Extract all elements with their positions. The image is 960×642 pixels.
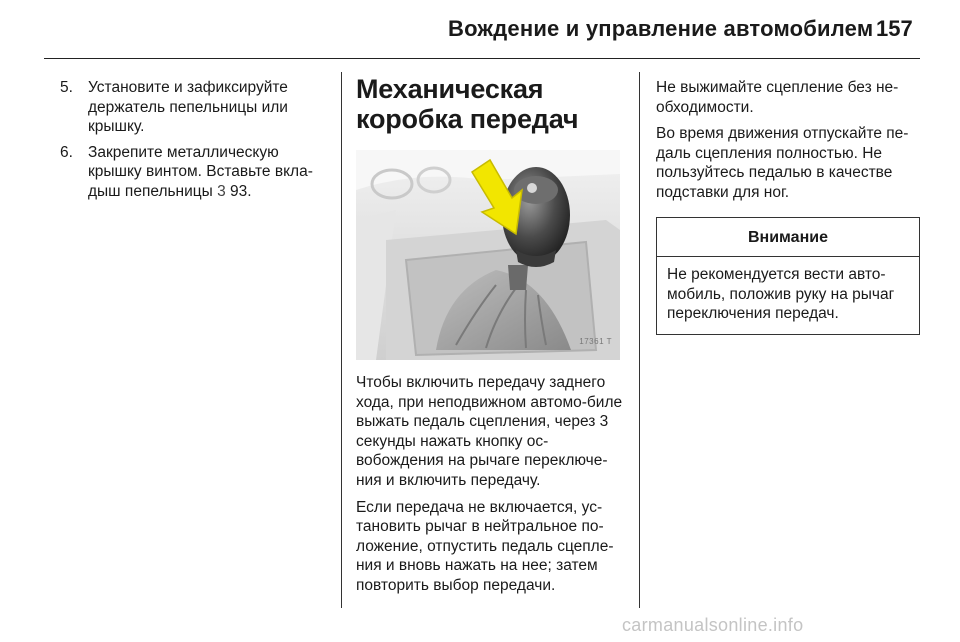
list-item	[60, 78, 332, 137]
paragraph: Чтобы включить передачу заднего хода, при неподвижном автомо-биле выжать педаль сцепления, через 3 секунды нажать кнопку ос-вобождения на рычаге переключе-ния и включить передачу.	[356, 374, 623, 489]
page-number: 157	[876, 16, 913, 41]
list-item	[60, 143, 332, 202]
cross-reference-arrow-icon: 3	[217, 182, 226, 200]
warning-title: Внимание	[657, 218, 919, 258]
figure-number: 17361 T	[579, 337, 612, 347]
list-item-text: Закрепите металлическую крышку винтом. Вставьте вкла-дыш пепельницы	[88, 143, 313, 200]
list-item-number: 5.	[60, 79, 73, 96]
gear-shift-figure	[356, 150, 620, 360]
paragraph: Не выжимайте сцепление без не-обходимости.	[656, 79, 899, 116]
list-item-text: Установите и зафиксируйте держатель пепельницы или крышку.	[88, 79, 288, 136]
paragraph: Во время движения отпускайте пе-даль сцепления полностью. Не пользуйтесь педалью в качестве подставки для ног.	[656, 125, 909, 201]
section-title: Механическая коробка передач	[356, 74, 579, 134]
column-divider-left	[341, 72, 342, 608]
gear-shift-illustration	[356, 150, 620, 360]
column-1	[60, 78, 332, 208]
warning-box	[656, 217, 920, 335]
list-item-number: 6.	[60, 143, 73, 161]
cross-reference-page: 93.	[230, 182, 252, 200]
column-2	[356, 74, 626, 603]
watermark: carmanualsonline.info	[622, 615, 804, 635]
page-header-title: Вождение и управление автомобилем	[448, 16, 874, 41]
paragraph: Если передача не включается, ус-тановить рычаг в нейтральное по-ложение, отпустить педаль сцепле-ния и вновь нажать на нее; затем повторить выбор передачи.	[356, 498, 614, 594]
warning-text: Не рекомендуется вести авто-мобиль, положив руку на рычаг переключения передач.	[667, 266, 895, 323]
column-divider-right	[639, 72, 640, 608]
column-3	[656, 78, 920, 335]
header-rule	[44, 58, 920, 59]
